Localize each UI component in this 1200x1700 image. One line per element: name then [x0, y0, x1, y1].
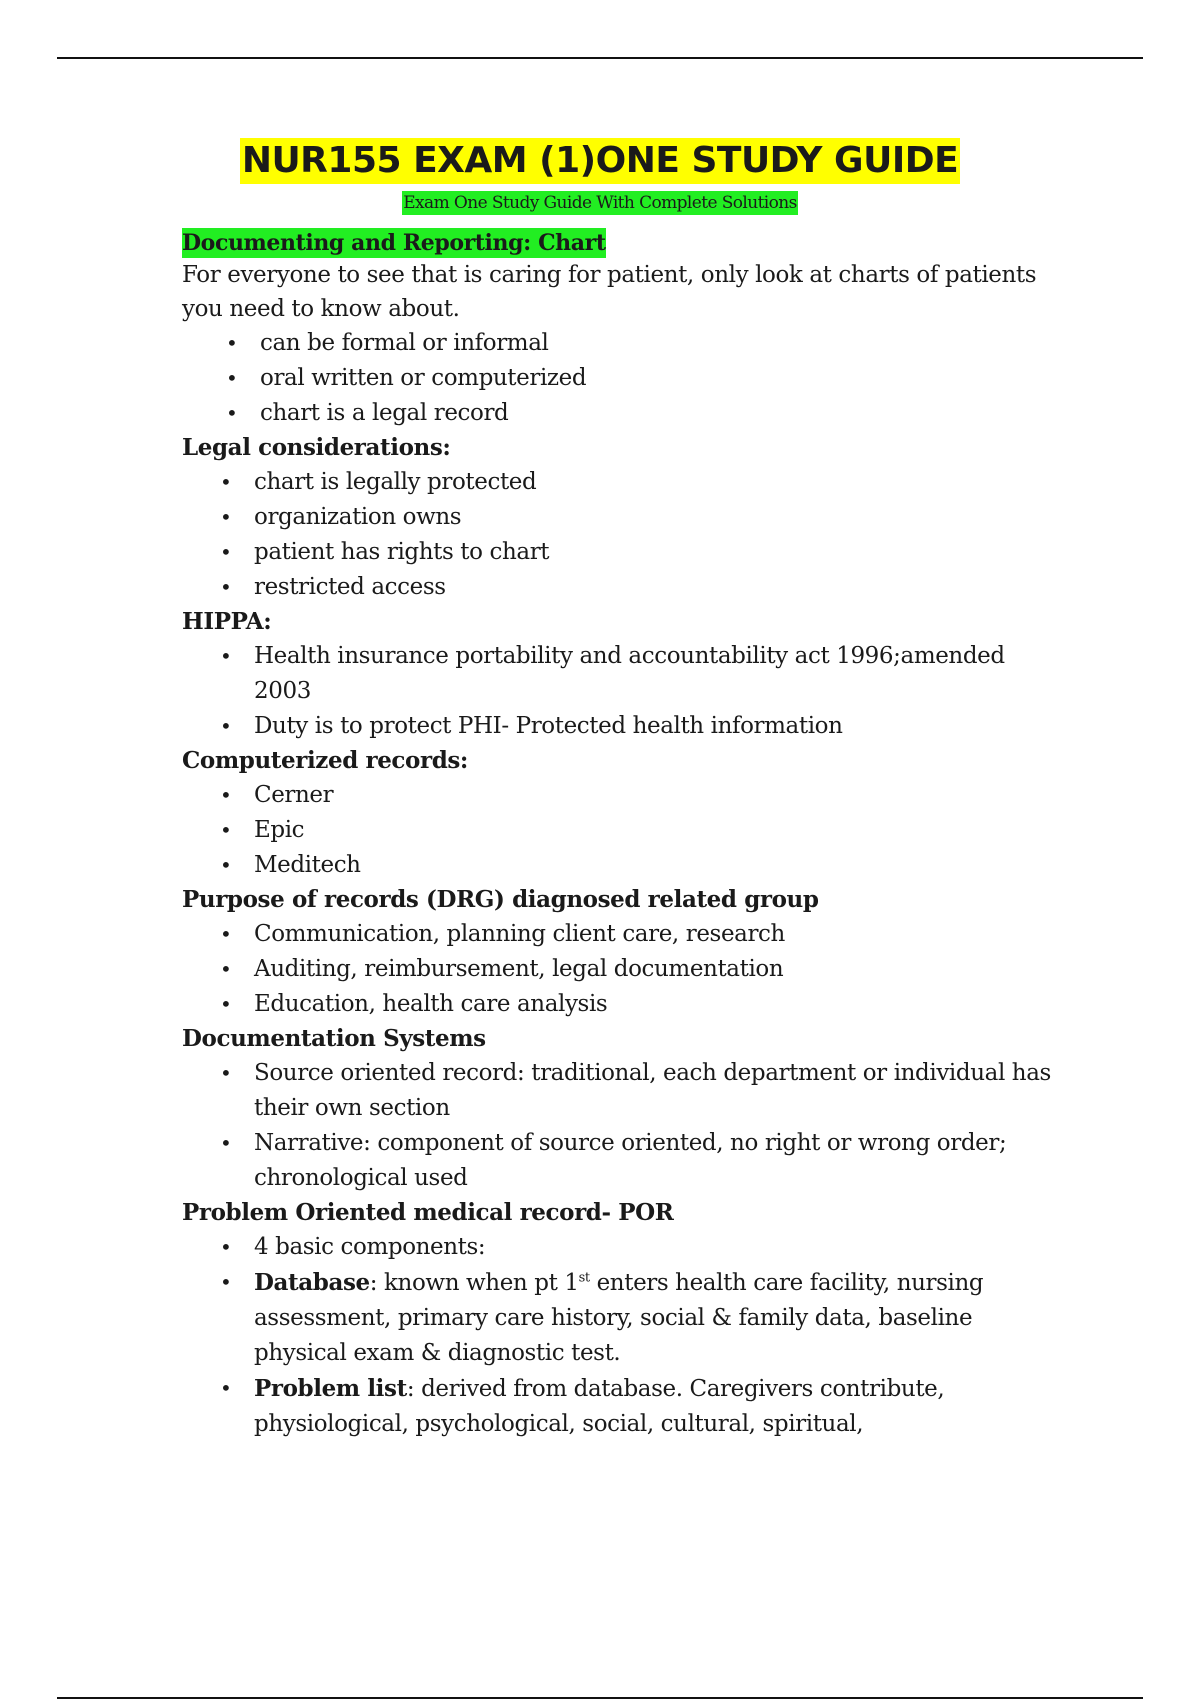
bottom-rule	[57, 1697, 1143, 1699]
bullet-icon: •	[220, 1235, 232, 1259]
list-item: • restricted access	[182, 570, 1062, 605]
list-item: • Health insurance portability and accountability act 1996;amended 2003	[182, 639, 1062, 709]
bullet-icon: •	[226, 366, 238, 390]
document-subtitle: Exam One Study Guide With Complete Solutions	[403, 193, 797, 213]
section-purpose	[182, 883, 1062, 1022]
bullet-icon: •	[220, 540, 232, 564]
systems-list	[182, 1056, 1062, 1196]
computerized-list	[182, 778, 1062, 883]
bullet-icon: •	[220, 470, 232, 494]
list-item: • organization owns	[182, 500, 1062, 535]
subtitle-container	[0, 191, 1200, 215]
section-heading-por: Problem Oriented medical record- POR	[182, 1199, 674, 1226]
section-hippa	[182, 605, 1062, 744]
bullet-icon: •	[220, 505, 232, 529]
list-item: • patient has rights to chart	[182, 535, 1062, 570]
bullet-icon: •	[220, 575, 232, 599]
list-item: • Database: known when pt 1st enters health care facility, nursing assessment, primary care history, social & family data, baseline physical exam & diagnostic test.	[182, 1265, 1062, 1371]
bullet-icon: •	[220, 818, 232, 842]
list-item: • Meditech	[182, 848, 1062, 883]
bullet-icon: •	[220, 783, 232, 807]
list-item: • Education, health care analysis	[182, 987, 1062, 1022]
section-heading-purpose: Purpose of records (DRG) diagnosed related group	[182, 886, 819, 913]
list-item: • chart is a legal record	[182, 396, 1062, 431]
problem-list-label: Problem list	[254, 1375, 407, 1402]
list-item: • oral written or computerized	[182, 361, 1062, 396]
list-item: • chart is legally protected	[182, 465, 1062, 500]
list-item: • Auditing, reimbursement, legal documentation	[182, 952, 1062, 987]
section-computerized	[182, 744, 1062, 883]
section-chart	[182, 228, 1062, 431]
section-heading-systems: Documentation Systems	[182, 1025, 486, 1052]
bullet-icon: •	[220, 1131, 232, 1155]
list-item: • Epic	[182, 813, 1062, 848]
title-container	[0, 138, 1200, 184]
list-item: • Problem list: derived from database. Caregivers contribute, physiological, psychological, social, cultural, spiritual,	[182, 1371, 1062, 1442]
bullet-icon: •	[220, 1376, 232, 1400]
chart-paragraph: For everyone to see that is caring for patient, only look at charts of patients you need to know about.	[182, 262, 1037, 322]
legal-list	[182, 465, 1062, 605]
section-por	[182, 1196, 1062, 1442]
list-item: • Communication, planning client care, research	[182, 917, 1062, 952]
bullet-icon: •	[220, 714, 232, 738]
bullet-icon: •	[226, 331, 238, 355]
list-item: • Source oriented record: traditional, each department or individual has their own section	[182, 1056, 1062, 1126]
bullet-icon: •	[220, 853, 232, 877]
bullet-icon: •	[220, 1270, 232, 1294]
section-heading-legal: Legal considerations:	[182, 434, 451, 461]
section-heading-hippa: HIPPA:	[182, 608, 272, 635]
section-legal	[182, 431, 1062, 605]
list-item: • Cerner	[182, 778, 1062, 813]
por-list	[182, 1230, 1062, 1442]
database-label: Database	[254, 1269, 370, 1296]
list-item: • 4 basic components:	[182, 1230, 1062, 1265]
bullet-icon: •	[220, 644, 232, 668]
document-body	[182, 228, 1062, 1442]
section-heading-computerized: Computerized records:	[182, 747, 469, 774]
top-rule	[57, 57, 1143, 59]
section-heading-chart: Documenting and Reporting: Chart	[182, 230, 606, 256]
chart-list	[182, 326, 1062, 431]
list-item: • Duty is to protect PHI- Protected health information	[182, 709, 1062, 744]
document-title: NUR155 EXAM (1)ONE STUDY GUIDE	[240, 138, 960, 184]
bullet-icon: •	[220, 1061, 232, 1085]
bullet-icon: •	[226, 401, 238, 425]
bullet-icon: •	[220, 922, 232, 946]
bullet-icon: •	[220, 957, 232, 981]
bullet-icon: •	[220, 992, 232, 1016]
section-systems	[182, 1022, 1062, 1196]
hippa-list	[182, 639, 1062, 744]
list-item: • Narrative: component of source oriented, no right or wrong order; chronological used	[182, 1126, 1062, 1196]
list-item: • can be formal or informal	[182, 326, 1062, 361]
purpose-list	[182, 917, 1062, 1022]
